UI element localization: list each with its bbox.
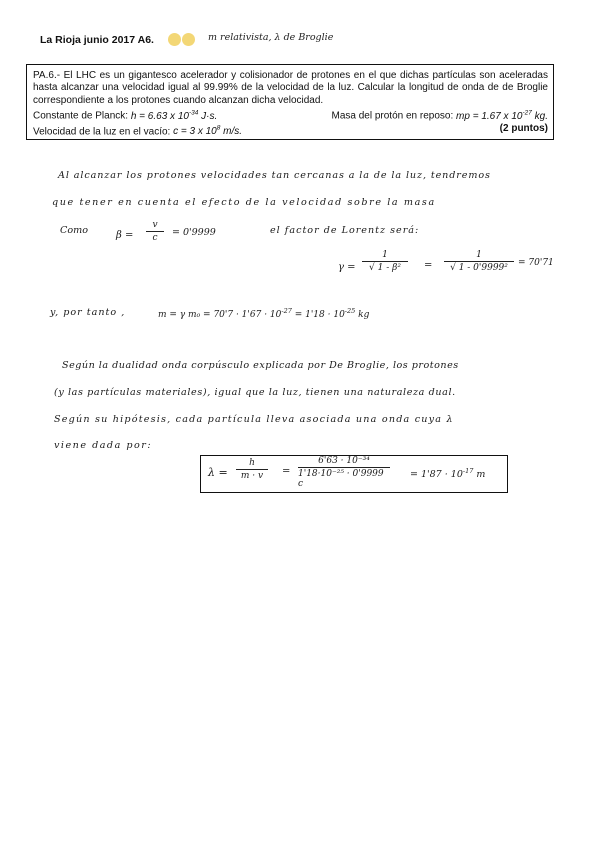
solution-line-2: que tener en cuenta el efecto de la velocidad sobre la masa — [52, 197, 436, 208]
broglie-line-4: viene dada por: — [54, 440, 153, 451]
broglie-line-1: Según la dualidad onda corpúsculo explicada por De Broglie, los protones — [62, 360, 459, 371]
lambda-fraction-2: 6'63 · 10⁻³⁴ 1'18·10⁻²⁵ · 0'9999 c — [298, 456, 390, 489]
highlight-dot-icon — [182, 33, 195, 46]
problem-statement-box — [26, 64, 554, 140]
gamma-fraction-2: 1 √ 1 - 0'9999² — [444, 250, 514, 273]
handwritten-topic-note: m relativista, λ de Broglie — [208, 32, 334, 43]
constants-row-2 — [33, 123, 548, 139]
problem-statement: PA.6.- El LHC es un gigantesco acelerador y colisionador de protones en el que dichas partículas son aceleradas hasta alcanzar una velocidad igual al 99.99% de la velocidad de la luz. Calcular la longitud de onda de de Broglie correspondiente a los protones cuando alcanzan dicha velocidad. — [33, 70, 548, 106]
highlight-dot-icon — [168, 33, 181, 46]
broglie-line-2: (y las partículas materiales), igual que la luz, tienen una naturaleza dual. — [54, 387, 456, 398]
gamma-lhs: γ = — [338, 262, 356, 273]
light-speed: Velocidad de la luz en el vacío: c = 3 x $10^8$ m/s. — [33, 124, 243, 138]
beta-fraction: v c — [146, 220, 164, 243]
beta-result: = 0'9999 — [172, 227, 216, 238]
constants-row-1 — [33, 107, 548, 123]
beta-lhs: β = — [116, 230, 134, 241]
solution-line-1: Al alcanzar los protones velocidades tan cercanas a la de la luz, tendremos — [58, 170, 491, 181]
lorentz-text: el factor de Lorentz será: — [270, 225, 420, 236]
por-tanto-label: y, por tanto , — [50, 307, 126, 318]
broglie-line-3: Según su hipótesis, cada partícula lleva asociada una onda cuya λ — [54, 414, 454, 425]
como-label: Como — [60, 225, 88, 236]
proton-mass: Masa del protón en reposo: mp = 1.67 x $10^{-27}$ kg. — [331, 109, 548, 122]
gamma-fraction-1: 1 √ 1 - β² — [362, 250, 408, 273]
lambda-lhs: λ = — [208, 466, 228, 479]
lambda-equals: = — [282, 466, 291, 477]
lambda-fraction-1: h m · v — [236, 458, 268, 481]
gamma-result: = 70'71 — [518, 258, 554, 268]
gamma-equals: = — [424, 260, 433, 271]
planck-constant: Constante de Planck: h = 6.63 x $10^{-34}$ J·s. — [33, 109, 218, 122]
mass-equation: m = γ $m_0 = 70'7 \cdot 1'67 \cdot 10^{-27} = 1'18 \cdot 10^{-25}$ kg — [158, 307, 370, 320]
lambda-result: = $1'87 \cdot 10^{-17}$ m — [410, 467, 486, 481]
document-title: La Rioja junio 2017 A6. — [40, 34, 154, 46]
points-label: (2 puntos) — [499, 122, 548, 134]
